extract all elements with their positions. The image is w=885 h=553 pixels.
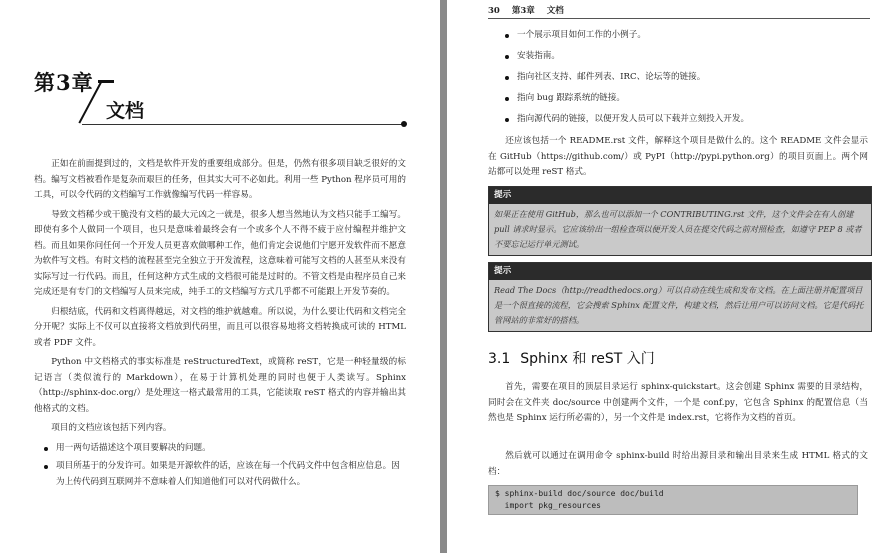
- paragraph: 项目的文档应该包括下列内容。: [51, 423, 172, 433]
- tip-text: Read The Docs（http://readthedocs.org）可以自动在线生成和发布文档。在上面注册并配置项目是一个很直接的流程，它会搜索 Sphinx 配置文件，构建文档，然后让用户可以访问文档。它是代码托管网站的非常好的搭档。: [489, 280, 871, 331]
- tip-label: 提示: [489, 187, 871, 204]
- paragraph: 归根结底，代码和文档离得越远，对文档的维护就越难。所以说，为什么要让代码和文档完全分开呢？实际上不仅可以直接将文档放到代码里，而且可以很容易地将文档转换成可读的 HTML 或者 PDF 文件。: [34, 306, 406, 348]
- right-bullet-list: [495, 28, 865, 133]
- section-number: 3.1: [488, 351, 511, 367]
- list-item: 指向社区支持、邮件列表、IRC、论坛等的链接。: [495, 70, 865, 86]
- running-chapter-name: 文档: [546, 6, 564, 16]
- tip-text: 如果正在使用 GitHub，那么也可以添加一个 CONTRIBUTING.rst 文件，这个文件会在有人创建 pull 请求时显示。它应该给出一组检查项以便开发人员在提交代码之前对照检查，如遵守 PEP 8 或者不要忘记运行单元测试。: [489, 204, 871, 255]
- left-bullet-list: [34, 441, 406, 491]
- tip-box: [488, 262, 872, 332]
- left-page: [0, 0, 440, 553]
- tip-box: [488, 186, 872, 256]
- tip-label: 提示: [489, 263, 871, 280]
- chapter-rule: [82, 124, 404, 125]
- code-block: [488, 485, 858, 515]
- readme-paragraph: 还应该包括一个 README.rst 文件，解释这个项目是做什么的。这个 README 文件会显示在 GitHub（https://github.com/）或 PyPI（http://pypi.python.org）的项目页面上。两个网站都可以处理 reST 格式。: [488, 136, 868, 177]
- list-item: 安装指南。: [495, 49, 865, 65]
- paragraph: 正如在前面提到过的，文档是软件开发的重要组成部分。但是，仍然有很多项目缺乏很好的文档。编写文档被看作是复杂而艰巨的任务，但其实大可不必如此。利用一些 Python 程序员可用的工具，可以令代码的文档编写工作就像编写代码一样容易。: [34, 159, 406, 200]
- left-body-text: [34, 157, 406, 493]
- paragraph: 导致文档稀少或干脆没有文档的最大元凶之一就是，很多人想当然地认为文档只能手工编写。即使有多个人做同一个项目，也只是意味着最终会有一个或多个人不得不疲于应付编程并维护文档。而且如果你问任何一个开发人员更喜欢做哪种工作，他们肯定会说他们宁愿开发软件而不愿意为软件写文档。有时文档的流程甚至完全独立于开发流程，这意味着可能写文档的人甚至从来没有实际写过一行代码。而且，任何这种方式生成的文档很可能是过时的。不管文档是由程序员自己来完成还是有专门的文档编写人员来完成，纯手工的文档编写方式几乎都不可能跟上开发节奏的。: [34, 209, 406, 297]
- chapter-number: 第3章: [34, 70, 94, 95]
- section-title: Sphinx 和 reST 入门: [520, 351, 655, 367]
- chapter-title: 文档: [106, 100, 145, 122]
- book-gutter: [440, 0, 447, 553]
- paragraph: 然后就可以通过在调用命令 sphinx-build 时给出源目录和输出目录来生成 HTML 格式的文档：: [488, 451, 868, 477]
- running-chapter-ref: 第3章: [511, 6, 535, 16]
- paragraph: Python 中文档格式的事实标准是 reStructuredText，或简称 reST，它是一种轻量级的标记语言（类似流行的 Markdown），在易于计算机处理的同时也便于人类读写。Sphinx（http://sphinx-doc.org/）是处理这一格式最常用的工具，它能读取 reST 格式的内容并输出其他格式的文档。: [34, 357, 406, 414]
- section-heading: [488, 348, 665, 368]
- list-item: 一个展示项目如何工作的小例子。: [495, 28, 865, 44]
- right-page: [447, 0, 885, 553]
- page-number: 30: [488, 6, 500, 16]
- list-item: 项目所基于的分发许可。如果是开源软件的话，应该在每一个代码文件中包含相应信息。因为上传代码到互联网并不意味着人们知道他们可以对代码做什么。: [34, 459, 406, 490]
- list-item: 用一两句话描述这个项目要解决的问题。: [34, 441, 406, 457]
- code-line: import pkg_resources: [495, 501, 601, 510]
- list-item: 指向 bug 跟踪系统的链接。: [495, 91, 865, 107]
- code-line: $ sphinx-build doc/source doc/build: [495, 489, 664, 498]
- running-header: [488, 4, 870, 19]
- chapter-rule-dot: [401, 121, 407, 127]
- list-item: 指向源代码的链接，以便开发人员可以下载并立刻投入开发。: [495, 112, 865, 128]
- paragraph: 首先，需要在项目的顶层目录运行 sphinx-quickstart。这会创建 Sphinx 需要的目录结构，同时会在文件夹 doc/source 中创建两个文件，一个是 conf.py，它包含 Sphinx 的配置信息（当然也是 Sphinx 运行所必需的），另一个文件是 index.rst，它将作为文档的首页。: [488, 382, 868, 423]
